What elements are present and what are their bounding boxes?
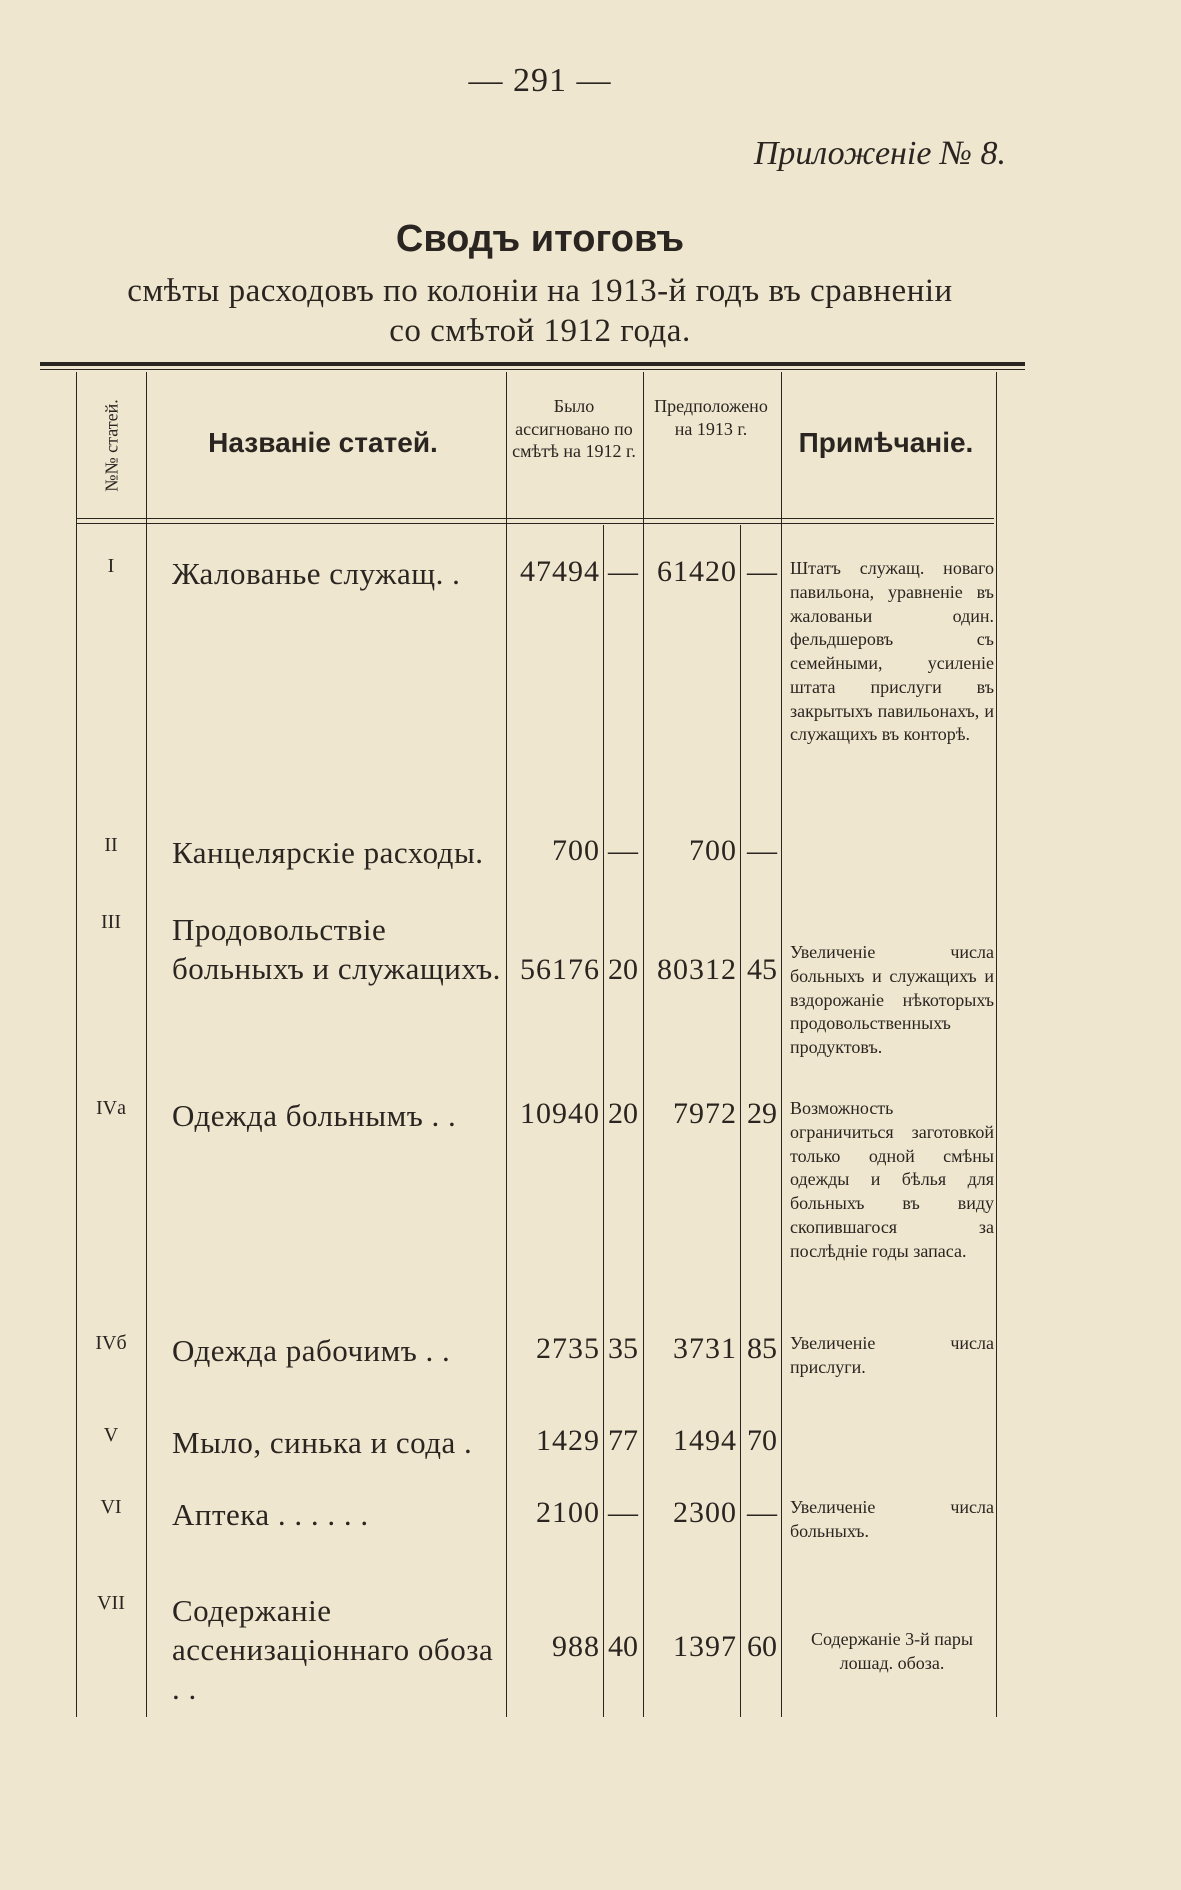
row-kop-1912: —	[608, 555, 638, 588]
row-num: VI	[100, 1496, 122, 1518]
row-rub-1913: 2300	[673, 1496, 737, 1529]
row-kop-1912: —	[608, 1496, 638, 1529]
row-note: Увеличеніе числа больныхъ.	[790, 1497, 994, 1541]
row-rub-1913: 700	[689, 834, 737, 867]
appendix-label: Приложеніе № 8.	[753, 135, 1006, 172]
header-bottom-rule	[76, 518, 994, 519]
row-note: Увеличеніе числа больныхъ и служащихъ и вздорожаніе нѣкоторыхъ продовольственныхъ продуктовъ.	[790, 942, 994, 1057]
document-title: Сводъ итоговъ	[395, 218, 685, 260]
row-rub-1912: 988	[552, 1630, 600, 1663]
row-rub-1912: 10940	[520, 1097, 600, 1130]
row-rub-1912: 47494	[520, 555, 600, 588]
row-kop-1912: 20	[608, 953, 638, 986]
row-kop-1913: 60	[747, 1630, 777, 1663]
row-kop-1913: 85	[747, 1332, 777, 1365]
row-name: Содержаніе ассенизаціоннаго обоза . .	[172, 1593, 494, 1706]
row-kop-1913: —	[747, 834, 777, 867]
row-kop-1912: 35	[608, 1332, 638, 1365]
header-num	[78, 375, 146, 515]
row-num: V	[103, 1424, 119, 1446]
row-num: I	[107, 555, 115, 577]
row-num: III	[101, 911, 121, 933]
row-name: Мыло, синька и сода .	[172, 1425, 473, 1460]
header-num-text: №№ статей.	[101, 398, 122, 492]
row-rub-1912: 1429	[536, 1424, 600, 1457]
row-num: VII	[97, 1592, 125, 1614]
row-name: Канцелярскіе расходы.	[172, 835, 484, 870]
row-num: IVб	[95, 1332, 127, 1354]
header-bottom-rule-2	[76, 523, 994, 524]
row-kop-1913: 29	[747, 1097, 777, 1130]
row-kop-1913: —	[747, 1496, 777, 1529]
col-line-kop2	[740, 525, 741, 1717]
header-name: Названіе статей.	[208, 427, 438, 458]
table-top-rule-thin	[40, 369, 1025, 370]
row-rub-1913: 1397	[673, 1630, 737, 1663]
table-top-rule-thick	[40, 362, 1025, 366]
row-note: Содержаніе 3-й пары лошад. обоза.	[810, 1629, 974, 1673]
subtitle-line-2: со смѣтой 1912 года.	[389, 312, 691, 349]
row-kop-1912: 77	[608, 1424, 638, 1457]
row-rub-1913: 1494	[673, 1424, 737, 1457]
row-rub-1913: 61420	[657, 555, 737, 588]
row-note: Штатъ служащ. новаго павильона, уравненіе въ жалованьи один. фельдшеровъ съ семейными, усиленіе штата прислуги въ закрытыхъ павильонахъ, и служащихъ въ конторѣ.	[790, 558, 994, 745]
row-num: II	[104, 834, 118, 856]
header-note: Примѣчаніе.	[798, 427, 974, 458]
row-rub-1912: 2100	[536, 1496, 600, 1529]
row-rub-1913: 80312	[657, 953, 737, 986]
row-kop-1913: —	[747, 555, 777, 588]
page-number: — 291 —	[468, 62, 612, 99]
row-name: Одежда рабочимъ . .	[172, 1333, 451, 1368]
row-name: Одежда больнымъ . .	[172, 1098, 457, 1133]
row-rub-1913: 7972	[673, 1097, 737, 1130]
row-rub-1913: 3731	[673, 1332, 737, 1365]
row-note: Возможность ограничиться заготовкой только одной смѣны одежды и бѣлья для больныхъ въ виду скопившагося за послѣдніе годы запаса.	[790, 1098, 994, 1261]
row-kop-1912: 40	[608, 1630, 638, 1663]
row-kop-1912: —	[608, 834, 638, 867]
row-kop-1912: 20	[608, 1097, 638, 1130]
row-kop-1913: 70	[747, 1424, 777, 1457]
col-line-1912	[643, 372, 644, 1717]
row-rub-1912: 700	[552, 834, 600, 867]
row-note: Увеличеніе числа прислуги.	[790, 1333, 994, 1377]
row-rub-1912: 56176	[520, 953, 600, 986]
document-subtitle	[40, 272, 1040, 351]
row-name: Жалованье служащ. .	[172, 556, 461, 591]
header-1912: Было ассигновано по смѣтѣ на 1912 г.	[512, 396, 636, 461]
col-line-left	[76, 372, 77, 1717]
subtitle-line-1: смѣты расходовъ по колоніи на 1913-й годъ въ сравненіи	[127, 273, 953, 309]
col-line-num	[146, 372, 147, 1717]
col-line-right	[996, 372, 997, 1717]
row-num: IVа	[96, 1097, 126, 1119]
row-rub-1912: 2735	[536, 1332, 600, 1365]
row-name: Аптека . . . . . .	[172, 1497, 369, 1532]
header-1913: Предположено на 1913 г.	[654, 396, 768, 439]
row-name: Продовольствіе больныхъ и служащихъ.	[172, 912, 501, 986]
row-kop-1913: 45	[747, 953, 777, 986]
